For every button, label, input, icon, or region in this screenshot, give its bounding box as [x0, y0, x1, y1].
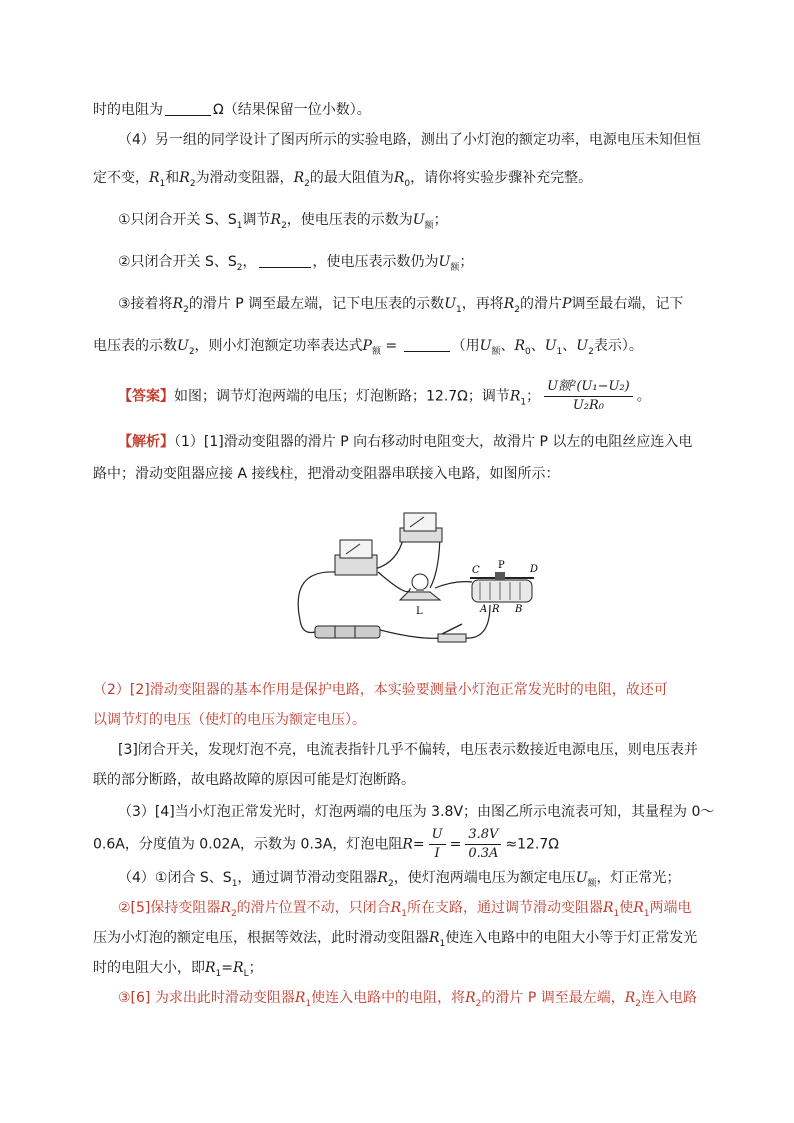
para-7: ③[6] 为求出此时滑动变阻器$R_1$使连入电路中的电阻，将$R_2$的滑片 P 调至最左端，$R_2$连入电路	[118, 990, 698, 1009]
line-step-3: ③接着将$R_2$的滑片 P 调至最左端，记下电压表的示数$U_1$，再将$R_2$的滑片P调至最右端，记下	[118, 296, 684, 315]
answer-blank	[165, 101, 211, 116]
rheostat-icon	[470, 572, 534, 602]
analysis-line-1: 【解析】（1）[1]滑动变阻器的滑片 P 向右移动时电阻变大，故滑片 P 以左的电阻丝应连入电	[118, 434, 693, 450]
para-3b: 联的部分断路，故电路故障的原因可能是灯泡断路。	[93, 772, 415, 788]
circuit-diagram	[290, 510, 550, 660]
analysis-line-2: 路中；滑动变阻器应接 A 接线柱，把滑动变阻器串联接入电路，如图所示：	[93, 466, 560, 482]
line-step-3b: 电压表的示数$U_2$，则小灯泡额定功率表达式$P_额$ = （用$U_额$、$R_0$、$U_1$、$U_2$表示）。	[93, 338, 643, 357]
answer-tag: 【答案】	[118, 388, 174, 405]
para-4a: （3）[4]当小灯泡正常发光时，灯泡两端的电压为 3.8V；由图乙所示电流表可知，其量程为 0～	[118, 804, 715, 820]
label-c: C	[472, 565, 480, 576]
analysis-tag: 【解析】	[118, 434, 174, 450]
voltmeter-icon	[400, 513, 442, 542]
para-6b: 压为小灯泡的额定电压，根据等效法，此时滑动变阻器$R_1$使连入电路中的电阻大小等于灯正常发光	[93, 930, 698, 949]
switch-icon	[438, 624, 466, 642]
ammeter-icon	[335, 540, 377, 575]
para-6a: ②[5]保持变阻器$R_2$的滑片位置不动，只闭合$R_1$所在支路，通过调节滑动变阻器$R_1$使$R_1$两端电	[118, 900, 692, 919]
para-4b: 0.6A，分度值为 0.02A，示数为 0.3A，灯泡电阻R= $\frac{U}{I}$ = $\frac{3.8V}{0.3A}$ ≈12.7Ω	[93, 827, 559, 861]
step-blank	[259, 253, 311, 268]
line-step-2: ②只闭合开关 S、$S_2$， ，使电压表示数仍为$U_额$；	[118, 254, 474, 273]
battery-icon	[315, 626, 380, 638]
line-step-1: ①只闭合开关 S、$S_1$调节$R_2$，使电压表的示数为$U_额$；	[118, 212, 448, 231]
line-1: 时的电阻为 Ω（结果保留一位小数）。	[93, 102, 371, 118]
value-fraction: $\frac{3.8V}{0.3A}$	[465, 826, 501, 863]
para-2a: （2）[2]滑动变阻器的基本作用是保护电路，本实验要测量小灯泡正常发光时的电阻，故还可	[93, 682, 668, 698]
answer-line: 【答案】如图；调节灯泡两端的电压；灯泡断路；12.7Ω；调节$R_1$； $\frac{\text{U额²(U₁−U₂)}}{\text{U₂R₀}}$ 。	[118, 379, 651, 413]
answer-fraction: $\frac{\text{U额²(U₁−U₂)}}{\text{U₂R₀}}$	[544, 378, 633, 415]
power-blank	[404, 337, 450, 352]
para-5: （4）①闭合 S、$S_1$，通过调节滑动变阻器$R_2$，使灯泡两端电压为额定电压$U_额$，灯正常光；	[118, 870, 681, 889]
line-3: 定不变，$R_1$和$R_2$为滑动变阻器，$R_2$的最大阻值为$R_0$，请你将实验步骤补充完整。	[93, 170, 593, 189]
label-r: R	[492, 604, 500, 615]
para-3a: [3]闭合开关，发现灯泡不亮，电流表指针几乎不偏转，电压表示数接近电源电压，则电压表并	[118, 742, 698, 758]
label-l: L	[416, 606, 423, 617]
line-2: （4）另一组的同学设计了图丙所示的实验电路，测出了小灯泡的额定功率，电源电压未知但恒	[118, 132, 701, 148]
resistance-fraction: $\frac{U}{I}$	[429, 826, 446, 863]
label-a: A	[480, 604, 488, 615]
para-6c: 时的电阻大小，即$R_1=R_L$；	[93, 960, 263, 979]
label-d: D	[530, 564, 539, 575]
label-b: B	[515, 604, 523, 615]
label-p: P	[498, 560, 505, 571]
para-2b: 以调节灯的电压（使灯的电压为额定电压）。	[93, 712, 366, 728]
